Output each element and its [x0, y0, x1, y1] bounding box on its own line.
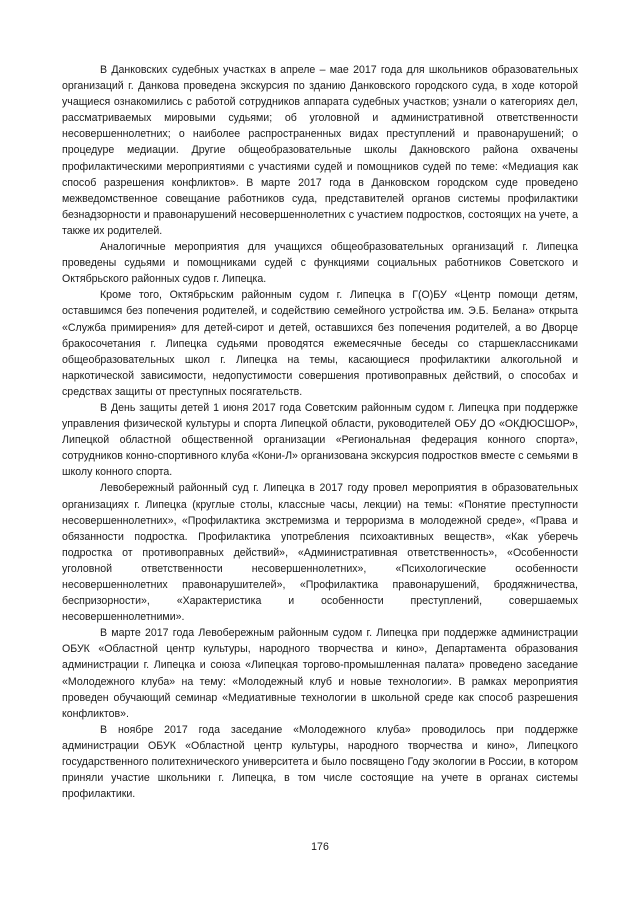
page-number: 176	[311, 841, 329, 853]
paragraph-similar-events: Аналогичные мероприятия для учащихся общеобразовательных организаций г. Липецка проведены судьями и помощниками судей с функциями социальных работников Советского и Октябрьского районных судов г. Липецка.	[62, 241, 578, 286]
paragraph-reconciliation-service: Кроме того, Октябрьским районным судом г. Липецка в Г(О)БУ «Центр помощи детям, оставшимся без попечения родителей, и содействию семейного устройства им. Э.Б. Белана» открыта «Служба примирения» для детей-сирот и детей, оставшихся без попечения родителей, а во Дворце бракосочетания г. Липецка судьями проводятся ежемесячные беседы со старшеклассниками общеобразовательных школ г. Липецка на темы, касающиеся профилактики алкогольной и наркотической зависимости, недопустимости совершения противоправных действий, о способах и средствах защиты от преступных посягательств.	[62, 289, 578, 398]
paragraph-dankov-excursion: В Данковских судебных участках в апреле – мае 2017 года для школьников образовательных организаций г. Данкова проведена экскурсия по зданию Данковского городского суда, в ходе которой учащиеся ознакомились с работой сотрудников аппарата судебных участков; узнали о категориях дел, рассматриваемых мировыми судьями; об уголовной и административной ответственности несовершеннолетних; о наиболее распространенных видах преступлений и правонарушений; о процедуре медиации. Другие общеобразовательные школы Дакновского района охвачены профилактическими мероприятиями с участиями судей и помощников судей по теме: «Медиация как способ разрешения конфликтов». В марте 2017 года в Данковском городском суде проведено межведомственное совещание работников суда, представителей органов системы профилактики безнадзорности и правонарушений несовершеннолетних с участием подростков, состоящих на учете, а также их родителей.	[62, 64, 578, 237]
document-body	[62, 62, 578, 802]
paragraph-levoberezhny-events: Левобережный районный суд г. Липецка в 2017 году провел мероприятия в образовательных организациях г. Липецка (круглые столы, классные часы, лекции) на темы: «Понятие преступности несовершеннолетних», «Профилактика экстремизма и терроризма в молодежной среде», «Права и обязанности подростка. Профилактика употребления психоактивных веществ», «Как уберечь подростка от противоправных действий», «Административная ответственность», «Особенности уголовной ответственности несовершеннолетних», «Психологические особенности несовершеннолетних правонарушителей», «Профилактика правонарушений, бродяжничества, беспризорности», «Характеристика и особенности преступлений, совершаемых несовершеннолетними».	[62, 482, 578, 624]
paragraph-march-youth-club: В марте 2017 года Левобережным районным судом г. Липецка при поддержке администрации ОБУК «Областной центр культуры, народного творчества и кино», Департамента образования администрации г. Липецка и союза «Липецкая торгово-промышленная палата» проведено заседание «Молодежного клуба» на тему: «Молодежный клуб и новые технологии». В рамках мероприятия проведен обучающий семинар «Медиативные технологии в школьной среде как способ разрешения конфликтов».	[62, 627, 578, 720]
paragraph-november-youth-club: В ноябре 2017 года заседание «Молодежного клуба» проводилось при поддержке администрации ОБУК «Областной центр культуры, народного творчества и кино», Липецкого государственного политехнического университета и было посвящено Году экологии в России, в котором приняли участие школьники г. Липецка, в том числе состоящие на учете в органах системы профилактики.	[62, 723, 578, 801]
paragraph-childrens-day: В День защиты детей 1 июня 2017 года Советским районным судом г. Липецка при поддержке управления физической культуры и спорта Липецкой области, руководителей ОБУ ДО «ОКДЮСШОР», Липецкой областной общественной организации «Региональная федерация конного спорта», сотрудников конно-спортивного клуба «Кони-Л» организована экскурсия подростков вместе с семьями в школу конного спорта.	[62, 401, 578, 479]
